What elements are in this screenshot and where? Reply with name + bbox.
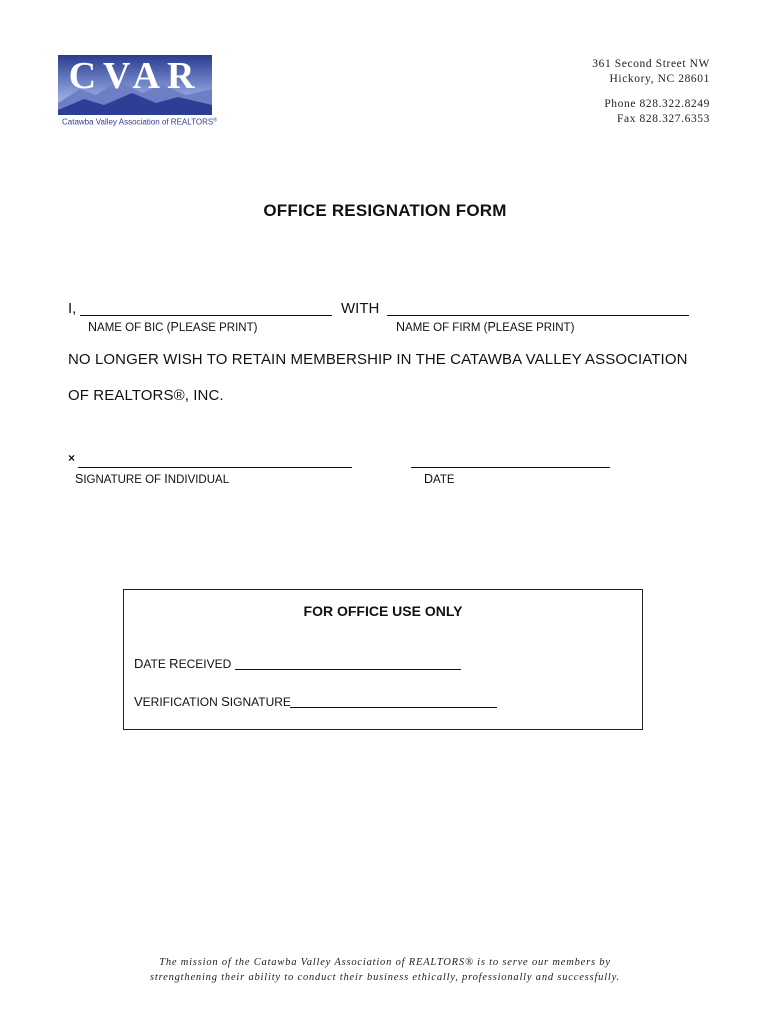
- address-city: Hickory, NC 28601: [609, 73, 710, 85]
- form-title: OFFICE RESIGNATION FORM: [263, 201, 507, 220]
- office-use-box: [123, 589, 643, 730]
- address-fax: Fax 828.327.6353: [617, 113, 710, 125]
- office-use-title: FOR OFFICE USE ONLY: [303, 603, 463, 619]
- mission-statement: [0, 955, 770, 985]
- i-prefix: I,: [68, 300, 77, 317]
- signature-label: SIGNATURE OF INDIVIDUAL: [75, 472, 230, 486]
- address-block: [592, 57, 710, 127]
- address-phone: Phone 828.322.8249: [604, 98, 710, 110]
- mission-line-2: strengthening their ability to conduct their business ethically, professionally and successfully.: [150, 972, 620, 983]
- verification-signature-label: VERIFICATION SIGNATURE: [134, 694, 291, 709]
- address-street: 361 Second Street NW: [592, 58, 710, 70]
- date-received-label: DATE RECEIVED: [134, 656, 232, 671]
- date-received-field[interactable]: [235, 669, 461, 670]
- firm-name-label: NAME OF FIRM (PLEASE PRINT): [396, 320, 575, 334]
- bic-name-field[interactable]: [80, 315, 332, 316]
- verification-signature-field[interactable]: [290, 707, 497, 708]
- bic-name-label: NAME OF BIC (PLEASE PRINT): [88, 320, 258, 334]
- firm-name-field[interactable]: [387, 315, 689, 316]
- sign-here-mark: ×: [68, 451, 76, 465]
- signature-field[interactable]: [78, 467, 352, 468]
- date-field[interactable]: [411, 467, 610, 468]
- cvar-logo: [58, 55, 217, 127]
- statement-line-2: OF REALTORS®, INC.: [68, 387, 224, 404]
- logo-tagline: Catawba Valley Association of REALTORS®: [62, 117, 217, 127]
- mission-line-1: The mission of the Catawba Valley Association of REALTORS® is to serve our members by: [159, 957, 611, 968]
- logo-letters: CVAR: [68, 55, 202, 97]
- date-label: DATE: [424, 472, 455, 486]
- statement-line-1: NO LONGER WISH TO RETAIN MEMBERSHIP IN THE CATAWBA VALLEY ASSOCIATION: [68, 351, 688, 368]
- with-label: WITH: [341, 300, 380, 317]
